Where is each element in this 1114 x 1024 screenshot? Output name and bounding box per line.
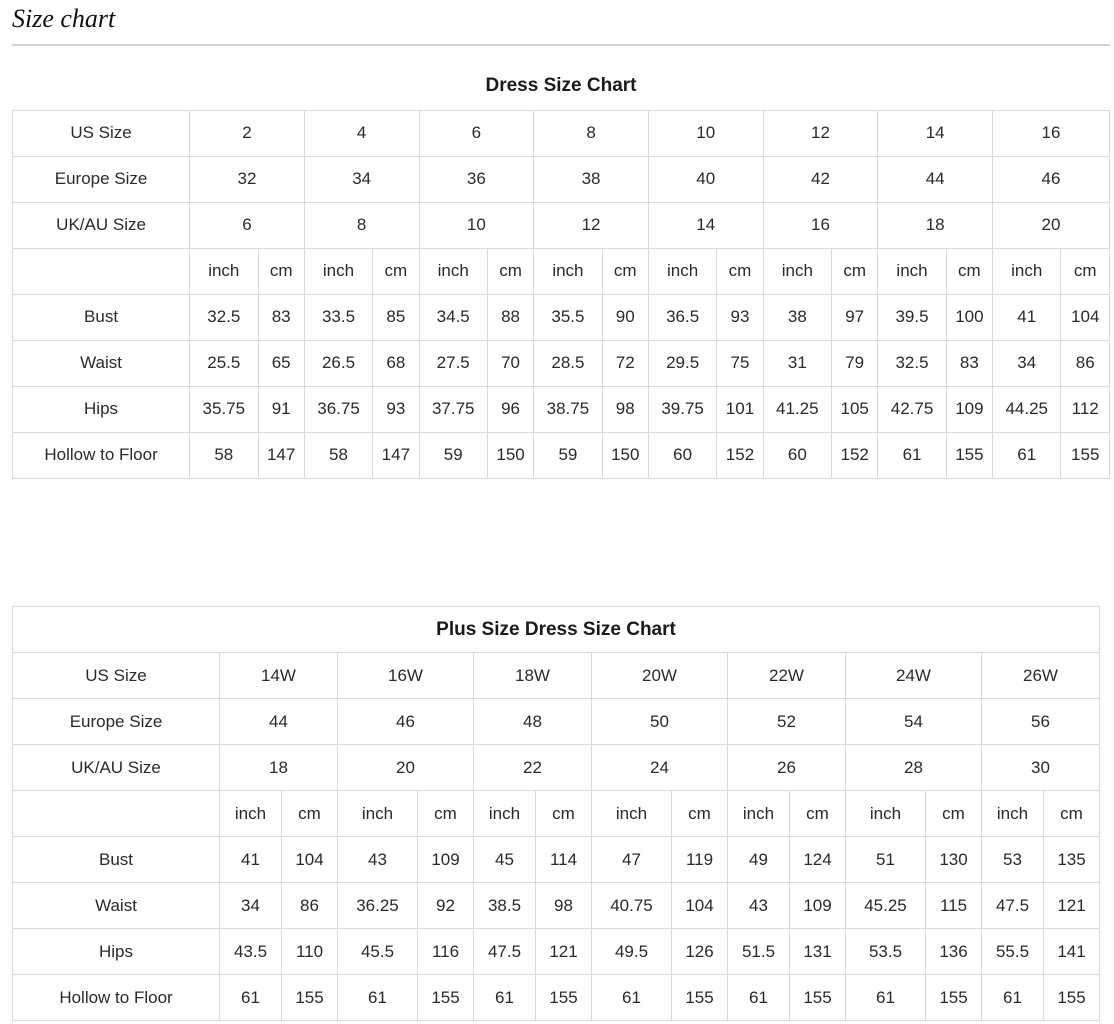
measurement-value: 155 xyxy=(282,975,338,1021)
unit-cm-header: cm xyxy=(1044,791,1100,837)
measurement-value: 61 xyxy=(592,975,672,1021)
table-title: Dress Size Chart xyxy=(13,62,1110,110)
measurement-row xyxy=(13,294,1110,340)
us-size-row xyxy=(13,653,1100,699)
measurement-value: 115 xyxy=(926,883,982,929)
measurement-value: 61 xyxy=(728,975,790,1021)
measurement-value: 70 xyxy=(487,340,533,386)
measurement-value: 60 xyxy=(648,432,716,478)
uk-au-size-value: 8 xyxy=(304,202,419,248)
table-caption-row xyxy=(13,607,1100,653)
unit-cm-header: cm xyxy=(672,791,728,837)
measurement-value: 34.5 xyxy=(419,294,487,340)
unit-cm-header: cm xyxy=(832,248,878,294)
measurement-value: 28.5 xyxy=(534,340,602,386)
measurement-value: 49.5 xyxy=(592,929,672,975)
unit-row-label xyxy=(13,791,220,837)
measurement-value: 150 xyxy=(487,432,533,478)
measurement-value: 155 xyxy=(418,975,474,1021)
measurement-value: 61 xyxy=(993,432,1061,478)
measurement-value: 75 xyxy=(717,340,763,386)
measurement-value: 150 xyxy=(602,432,648,478)
us-size-value: 14W xyxy=(220,653,338,699)
measurement-value: 47 xyxy=(592,837,672,883)
measurement-value: 112 xyxy=(1061,386,1110,432)
unit-row-label xyxy=(13,248,190,294)
measurement-value: 36.5 xyxy=(648,294,716,340)
us-size-value: 24W xyxy=(846,653,982,699)
measurement-row xyxy=(13,883,1100,929)
measurement-value: 91 xyxy=(258,386,304,432)
uk-au-size-value: 30 xyxy=(982,745,1100,791)
plus-size-table xyxy=(12,606,1100,1021)
europe-size-value: 40 xyxy=(648,156,763,202)
uk-au-size-value: 24 xyxy=(592,745,728,791)
measurement-value: 61 xyxy=(982,975,1044,1021)
measurement-value: 147 xyxy=(258,432,304,478)
measurement-value: 79 xyxy=(832,340,878,386)
measurement-value: 37.75 xyxy=(419,386,487,432)
measurement-value: 55.5 xyxy=(982,929,1044,975)
measurement-label: Hips xyxy=(13,929,220,975)
europe-size-value: 56 xyxy=(982,699,1100,745)
measurement-value: 155 xyxy=(1061,432,1110,478)
measurement-value: 43.5 xyxy=(220,929,282,975)
measurement-value: 83 xyxy=(946,340,992,386)
measurement-value: 97 xyxy=(832,294,878,340)
uk-au-size-row xyxy=(13,202,1110,248)
measurement-row xyxy=(13,386,1110,432)
measurement-value: 58 xyxy=(304,432,372,478)
unit-inch-header: inch xyxy=(190,248,258,294)
measurement-value: 38 xyxy=(763,294,831,340)
measurement-value: 35.75 xyxy=(190,386,258,432)
measurement-value: 38.5 xyxy=(474,883,536,929)
measurement-value: 109 xyxy=(946,386,992,432)
measurement-value: 105 xyxy=(832,386,878,432)
measurement-value: 96 xyxy=(487,386,533,432)
measurement-value: 130 xyxy=(926,837,982,883)
measurement-value: 136 xyxy=(926,929,982,975)
measurement-value: 93 xyxy=(373,386,419,432)
us-size-value: 26W xyxy=(982,653,1100,699)
measurement-value: 41 xyxy=(993,294,1061,340)
uk-au-size-value: 16 xyxy=(763,202,878,248)
measurement-value: 109 xyxy=(790,883,846,929)
measurement-value: 98 xyxy=(536,883,592,929)
unit-cm-header: cm xyxy=(536,791,592,837)
measurement-value: 33.5 xyxy=(304,294,372,340)
measurement-label: Bust xyxy=(13,837,220,883)
measurement-value: 88 xyxy=(487,294,533,340)
us-size-value: 8 xyxy=(534,110,649,156)
measurement-value: 45 xyxy=(474,837,536,883)
measurement-value: 104 xyxy=(672,883,728,929)
measurement-value: 27.5 xyxy=(419,340,487,386)
measurement-row xyxy=(13,975,1100,1021)
measurement-value: 43 xyxy=(338,837,418,883)
measurement-value: 147 xyxy=(373,432,419,478)
measurement-value: 41.25 xyxy=(763,386,831,432)
unit-inch-header: inch xyxy=(993,248,1061,294)
unit-cm-header: cm xyxy=(258,248,304,294)
measurement-value: 36.25 xyxy=(338,883,418,929)
measurement-value: 155 xyxy=(926,975,982,1021)
europe-size-label: Europe Size xyxy=(13,156,190,202)
us-size-label: US Size xyxy=(13,653,220,699)
unit-inch-header: inch xyxy=(474,791,536,837)
measurement-value: 43 xyxy=(728,883,790,929)
measurement-value: 104 xyxy=(1061,294,1110,340)
europe-size-value: 48 xyxy=(474,699,592,745)
measurement-value: 101 xyxy=(717,386,763,432)
measurement-value: 90 xyxy=(602,294,648,340)
measurement-value: 41 xyxy=(220,837,282,883)
europe-size-value: 36 xyxy=(419,156,534,202)
measurement-value: 45.25 xyxy=(846,883,926,929)
us-size-row xyxy=(13,110,1110,156)
measurement-value: 121 xyxy=(1044,883,1100,929)
unit-inch-header: inch xyxy=(878,248,946,294)
uk-au-size-value: 20 xyxy=(993,202,1110,248)
unit-cm-header: cm xyxy=(717,248,763,294)
measurement-value: 121 xyxy=(536,929,592,975)
measurement-value: 31 xyxy=(763,340,831,386)
unit-inch-header: inch xyxy=(982,791,1044,837)
measurement-value: 40.75 xyxy=(592,883,672,929)
measurement-label: Waist xyxy=(13,340,190,386)
unit-cm-header: cm xyxy=(946,248,992,294)
uk-au-size-value: 28 xyxy=(846,745,982,791)
uk-au-size-value: 26 xyxy=(728,745,846,791)
measurement-value: 39.75 xyxy=(648,386,716,432)
unit-cm-header: cm xyxy=(1061,248,1110,294)
measurement-value: 32.5 xyxy=(878,340,946,386)
measurement-value: 114 xyxy=(536,837,592,883)
europe-size-value: 44 xyxy=(220,699,338,745)
europe-size-label: Europe Size xyxy=(13,699,220,745)
uk-au-size-value: 12 xyxy=(534,202,649,248)
unit-cm-header: cm xyxy=(926,791,982,837)
uk-au-size-value: 18 xyxy=(220,745,338,791)
table-title: Plus Size Dress Size Chart xyxy=(13,607,1100,653)
europe-size-value: 54 xyxy=(846,699,982,745)
measurement-label: Bust xyxy=(13,294,190,340)
uk-au-size-value: 22 xyxy=(474,745,592,791)
measurement-value: 58 xyxy=(190,432,258,478)
uk-au-size-value: 6 xyxy=(190,202,305,248)
europe-size-value: 34 xyxy=(304,156,419,202)
measurement-value: 131 xyxy=(790,929,846,975)
unit-inch-header: inch xyxy=(534,248,602,294)
measurement-value: 104 xyxy=(282,837,338,883)
unit-inch-header: inch xyxy=(304,248,372,294)
unit-inch-header: inch xyxy=(419,248,487,294)
europe-size-row xyxy=(13,156,1110,202)
measurement-value: 98 xyxy=(602,386,648,432)
measurement-row xyxy=(13,432,1110,478)
measurement-label: Hollow to Floor xyxy=(13,432,190,478)
measurement-value: 59 xyxy=(534,432,602,478)
measurement-value: 65 xyxy=(258,340,304,386)
measurement-value: 92 xyxy=(418,883,474,929)
measurement-value: 155 xyxy=(1044,975,1100,1021)
uk-au-size-value: 10 xyxy=(419,202,534,248)
measurement-value: 36.75 xyxy=(304,386,372,432)
measurement-value: 53 xyxy=(982,837,1044,883)
measurement-row xyxy=(13,837,1100,883)
table-caption-row xyxy=(13,62,1110,110)
measurement-value: 42.75 xyxy=(878,386,946,432)
measurement-value: 61 xyxy=(474,975,536,1021)
measurement-value: 110 xyxy=(282,929,338,975)
measurement-value: 109 xyxy=(418,837,474,883)
measurement-value: 126 xyxy=(672,929,728,975)
measurement-label: Waist xyxy=(13,883,220,929)
measurement-value: 29.5 xyxy=(648,340,716,386)
measurement-label: Hollow to Floor xyxy=(13,975,220,1021)
measurement-value: 86 xyxy=(282,883,338,929)
us-size-value: 20W xyxy=(592,653,728,699)
measurement-value: 34 xyxy=(993,340,1061,386)
measurement-value: 155 xyxy=(946,432,992,478)
unit-cm-header: cm xyxy=(487,248,533,294)
europe-size-value: 46 xyxy=(993,156,1110,202)
uk-au-size-value: 18 xyxy=(878,202,993,248)
uk-au-size-value: 14 xyxy=(648,202,763,248)
us-size-value: 18W xyxy=(474,653,592,699)
unit-cm-header: cm xyxy=(282,791,338,837)
unit-row xyxy=(13,791,1100,837)
measurement-value: 124 xyxy=(790,837,846,883)
measurement-value: 38.75 xyxy=(534,386,602,432)
europe-size-value: 46 xyxy=(338,699,474,745)
measurement-value: 155 xyxy=(672,975,728,1021)
unit-cm-header: cm xyxy=(602,248,648,294)
unit-inch-header: inch xyxy=(220,791,282,837)
dress-size-table xyxy=(12,62,1110,479)
europe-size-value: 52 xyxy=(728,699,846,745)
measurement-value: 155 xyxy=(790,975,846,1021)
unit-cm-header: cm xyxy=(418,791,474,837)
measurement-value: 47.5 xyxy=(474,929,536,975)
measurement-value: 119 xyxy=(672,837,728,883)
measurement-value: 116 xyxy=(418,929,474,975)
unit-inch-header: inch xyxy=(338,791,418,837)
measurement-value: 93 xyxy=(717,294,763,340)
measurement-value: 152 xyxy=(717,432,763,478)
us-size-value: 10 xyxy=(648,110,763,156)
measurement-value: 61 xyxy=(846,975,926,1021)
page-title: Size chart xyxy=(12,4,116,33)
measurement-value: 86 xyxy=(1061,340,1110,386)
unit-inch-header: inch xyxy=(648,248,716,294)
measurement-value: 61 xyxy=(220,975,282,1021)
us-size-value: 2 xyxy=(190,110,305,156)
measurement-value: 51 xyxy=(846,837,926,883)
unit-cm-header: cm xyxy=(373,248,419,294)
measurement-value: 141 xyxy=(1044,929,1100,975)
measurement-value: 100 xyxy=(946,294,992,340)
measurement-value: 25.5 xyxy=(190,340,258,386)
us-size-value: 4 xyxy=(304,110,419,156)
measurement-value: 61 xyxy=(878,432,946,478)
measurement-row xyxy=(13,929,1100,975)
measurement-value: 44.25 xyxy=(993,386,1061,432)
measurement-value: 72 xyxy=(602,340,648,386)
unit-inch-header: inch xyxy=(846,791,926,837)
measurement-value: 59 xyxy=(419,432,487,478)
measurement-value: 39.5 xyxy=(878,294,946,340)
measurement-value: 34 xyxy=(220,883,282,929)
europe-size-value: 38 xyxy=(534,156,649,202)
europe-size-value: 44 xyxy=(878,156,993,202)
measurement-value: 61 xyxy=(338,975,418,1021)
title-divider xyxy=(12,44,1110,46)
unit-inch-header: inch xyxy=(728,791,790,837)
measurement-value: 45.5 xyxy=(338,929,418,975)
uk-au-size-row xyxy=(13,745,1100,791)
measurement-value: 53.5 xyxy=(846,929,926,975)
uk-au-size-value: 20 xyxy=(338,745,474,791)
measurement-row xyxy=(13,340,1110,386)
europe-size-value: 50 xyxy=(592,699,728,745)
us-size-value: 12 xyxy=(763,110,878,156)
measurement-value: 135 xyxy=(1044,837,1100,883)
us-size-value: 22W xyxy=(728,653,846,699)
measurement-value: 51.5 xyxy=(728,929,790,975)
uk-au-size-label: UK/AU Size xyxy=(13,745,220,791)
measurement-value: 26.5 xyxy=(304,340,372,386)
uk-au-size-label: UK/AU Size xyxy=(13,202,190,248)
measurement-value: 47.5 xyxy=(982,883,1044,929)
unit-inch-header: inch xyxy=(763,248,831,294)
europe-size-row xyxy=(13,699,1100,745)
measurement-value: 68 xyxy=(373,340,419,386)
europe-size-value: 32 xyxy=(190,156,305,202)
us-size-value: 16 xyxy=(993,110,1110,156)
measurement-value: 83 xyxy=(258,294,304,340)
us-size-label: US Size xyxy=(13,110,190,156)
measurement-value: 35.5 xyxy=(534,294,602,340)
us-size-value: 6 xyxy=(419,110,534,156)
unit-cm-header: cm xyxy=(790,791,846,837)
measurement-value: 155 xyxy=(536,975,592,1021)
measurement-label: Hips xyxy=(13,386,190,432)
measurement-value: 60 xyxy=(763,432,831,478)
unit-inch-header: inch xyxy=(592,791,672,837)
measurement-value: 152 xyxy=(832,432,878,478)
unit-row xyxy=(13,248,1110,294)
measurement-value: 49 xyxy=(728,837,790,883)
measurement-value: 32.5 xyxy=(190,294,258,340)
us-size-value: 16W xyxy=(338,653,474,699)
europe-size-value: 42 xyxy=(763,156,878,202)
measurement-value: 85 xyxy=(373,294,419,340)
us-size-value: 14 xyxy=(878,110,993,156)
